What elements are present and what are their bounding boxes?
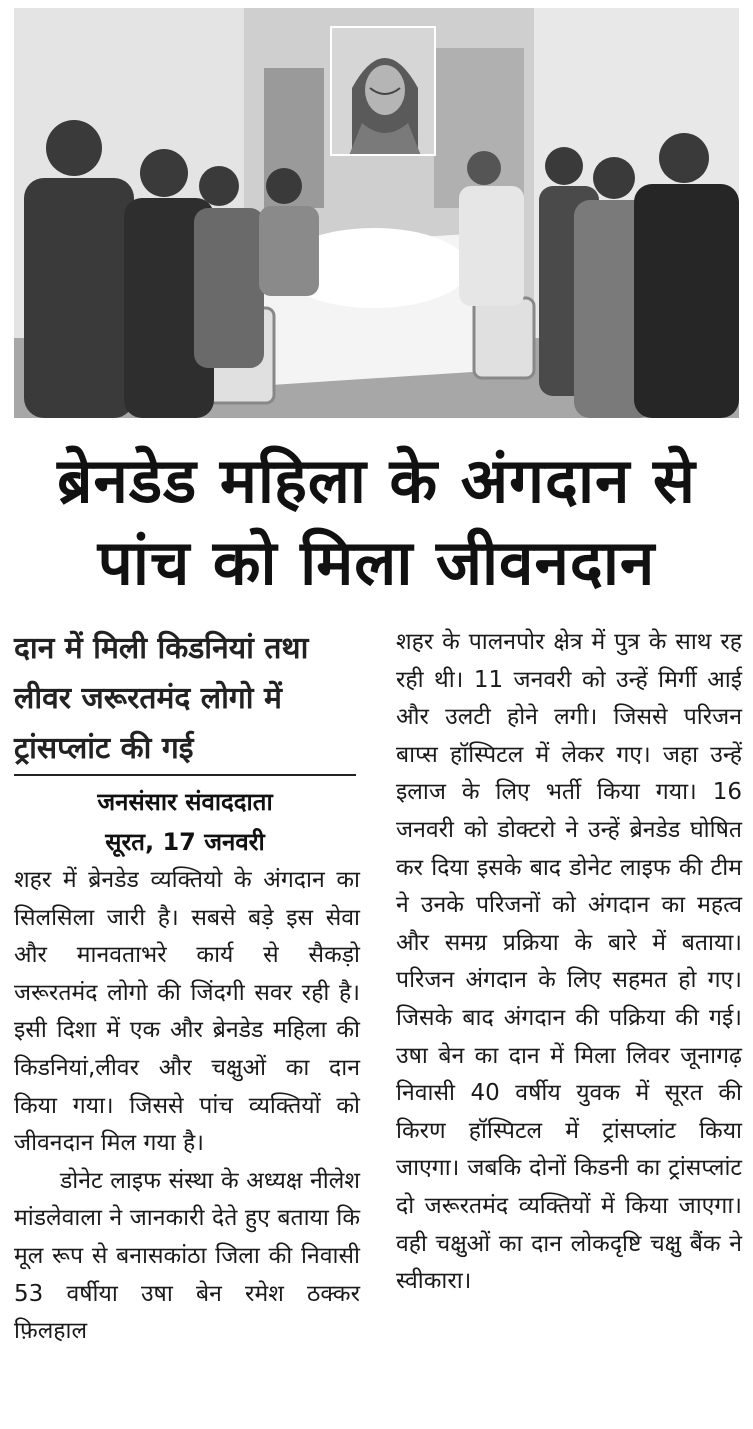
headline-line-2: पांच को मिला जीवनदान	[97, 526, 656, 599]
article-column-right	[396, 624, 742, 1301]
inset-portrait	[330, 26, 436, 156]
paragraph-1: शहर में ब्रेनडेड व्यक्तियो के अंगदान का सिलसिला जारी है। सबसे बड़े इस सेवा और मानवताभरे कार्य से सैकड़ो जरूरतमंद लोगो की जिंदगी सवर रही है। इसी दिशा में एक और ब्रेनडेड महिला की किडनियां,लीवर और चक्षुओं का दान किया गया। जिससे पांच व्यक्तियों को जीवनदान मिल गया है।	[14, 867, 360, 1157]
dateline: सूरत, 17 जनवरी	[105, 828, 265, 856]
news-photo	[14, 8, 739, 418]
reporter-credit: जनसंसार संवाददाता	[97, 788, 273, 816]
headline	[0, 440, 753, 604]
byline	[14, 782, 356, 862]
paragraph-2: डोनेट लाइफ संस्था के अध्यक्ष नीलेश मांडलेवाला ने जानकारी देते हुए बताया कि मूल रूप से बनासकांठा जिला की निवासी 53 वर्षीया उषा बेन रमेश ठक्कर फ़िलहाल	[14, 1167, 360, 1345]
sub-headline: दान में मिली किडनियां तथा लीवर जरूरतमंद लोगो में ट्रांसप्लांट की गई	[14, 631, 309, 766]
headline-line-1: ब्रेनडेड महिला के अंगदान से	[57, 444, 696, 517]
woman-portrait-icon	[332, 28, 436, 156]
article-column-left	[14, 862, 360, 1351]
divider	[14, 774, 356, 776]
paragraph-3: शहर के पालनपोर क्षेत्र में पुत्र के साथ रह रही थी। 11 जनवरी को उन्हें मिर्गी आई और उलटी होने लगी। जिससे परिजन बाप्स हॉस्पिटल में लेकर गए। जहा उन्हें इलाज के लिए भर्ती किया गया। 16 जनवरी को डोक्टरो ने उन्हें ब्रेनडेड घोषित कर दिया इसके बाद डोनेट लाइफ की टीम ने उनके परिजनों को अंगदान का महत्व और समग्र प्रक्रिया के बारे में बताया। परिजन अंगदान के लिए सहमत हो गए। जिसके बाद अंगदान की पक्रिया की गई। उषा बेन का दान में मिला लिवर जूनागढ़ निवासी 40 वर्षीय युवक में सूरत की किरण हॉस्पिटल में ट्रांसप्लांट किया जाएगा। जबकि दोनों किडनी का ट्रांसप्लांट दो जरूरतमंद व्यक्तियों में किया जाएगा। वही चक्षुओं का दान लोकदृष्टि चक्षु बैंक ने स्वीकारा।	[396, 629, 742, 1295]
